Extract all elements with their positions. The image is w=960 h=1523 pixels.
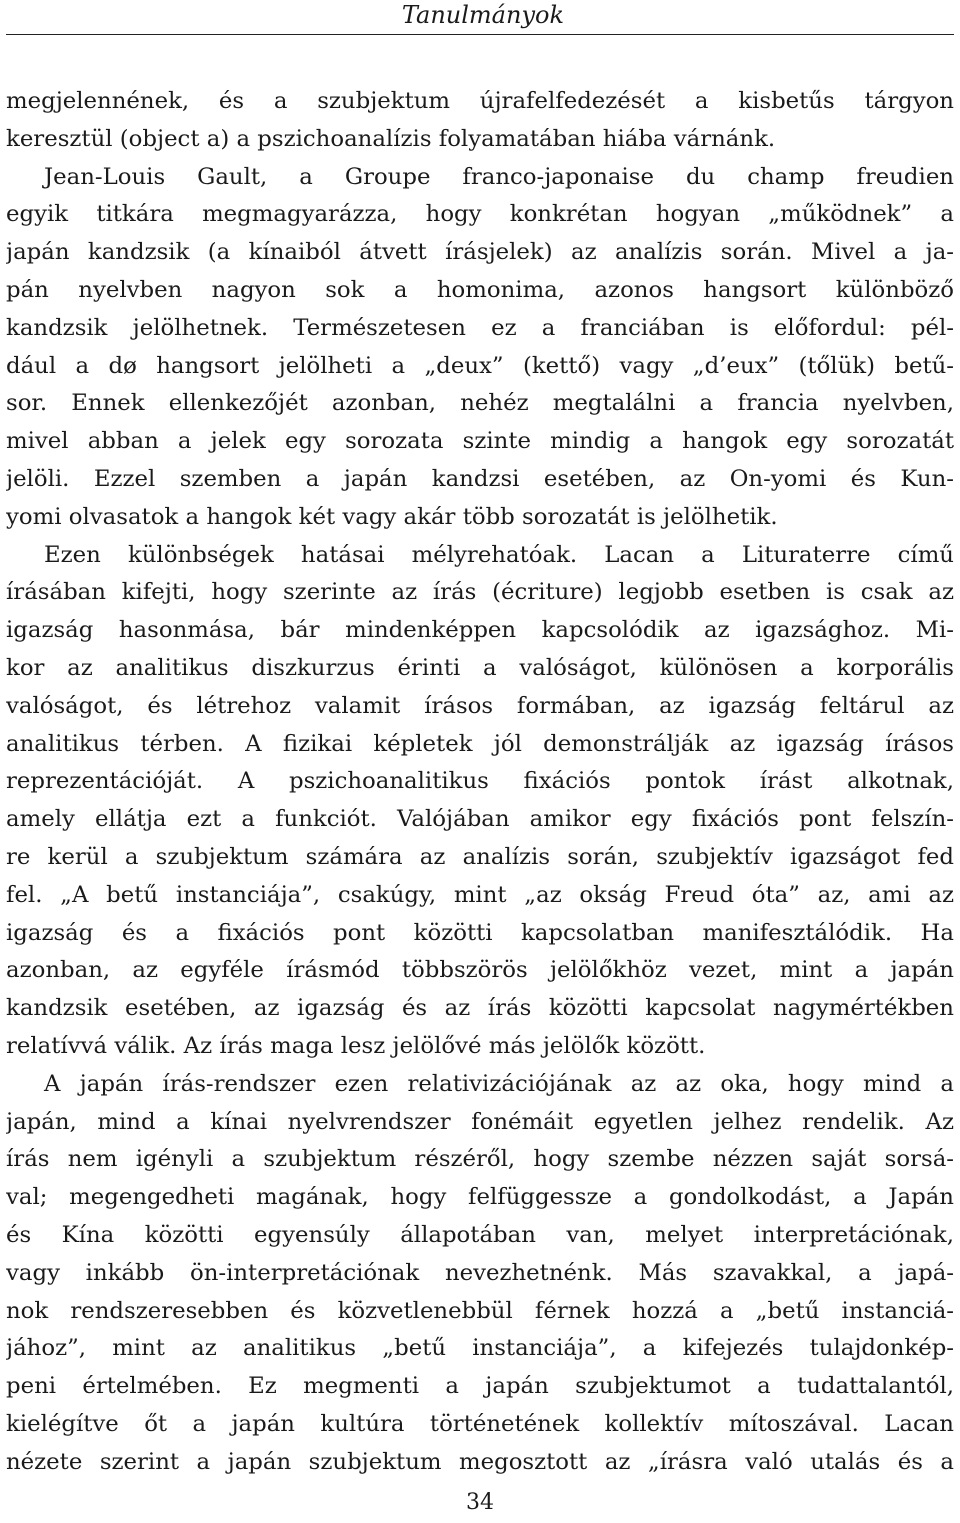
text-line: jához”, mint az analitikus „betű instanciája”, a kifejezés tulajdonkép-	[6, 1335, 954, 1362]
text-line: megjelennének, és a szubjektum újrafelfedezését a kisbetűs tárgyon	[6, 88, 954, 114]
text-line: nok rendszeresebben és közvetlenebbül férnek hozzá a „betű instanciá-	[6, 1297, 954, 1324]
text-line: azonban, az egyféle írásmód többszörös jelölőkhöz vezet, mint a japán	[6, 957, 954, 984]
text-line: re kerül a szubjektum számára az analízis során, szubjektív igazságot fed	[6, 843, 954, 870]
text-line: fel. „A betű instanciája”, csakúgy, mint „az okság Freud óta” az, ami az	[6, 881, 954, 908]
text-line: dául a dø hangsort jelölheti a „deux” (kettő) vagy „d’eux” (tőlük) betű-	[6, 352, 954, 379]
text-line: yomi olvasatok a hangok két vagy akár több sorozatát is jelölhetik.	[6, 503, 778, 530]
page-number: 34	[466, 1490, 494, 1515]
text-line: kielégítve őt a japán kultúra történetének kollektív mítoszával. Lacan	[6, 1410, 954, 1437]
text-line: igazság és a fixációs pont közötti kapcsolatban manifesztálódik. Ha	[6, 919, 954, 946]
text-line: peni értelmében. Ez megmenti a japán szubjektumot a tudattalantól,	[6, 1373, 954, 1400]
text-line: írásában kifejti, hogy szerinte az írás (écriture) legjobb esetben is csak az	[6, 579, 954, 606]
text-line: relatívvá válik. Az írás maga lesz jelölővé más jelölők között.	[6, 1032, 706, 1059]
text-line: reprezentációját. A pszichoanalitikus fixációs pontok írást alkotnak,	[6, 768, 954, 795]
text-line: A japán írás-rendszer ezen relativizációjának az az oka, hogy mind a	[44, 1070, 954, 1097]
text-line: Jean-Louis Gault, a Groupe franco-japonaise du champ freudien	[44, 163, 954, 190]
text-line: Ezen különbségek hatásai mélyrehatóak. Lacan a Lituraterre című	[44, 541, 954, 568]
text-line: keresztül (object a) a pszichoanalízis folyamatában hiába várnánk.	[6, 125, 776, 152]
text-line: val; megengedheti magának, hogy felfüggessze a gondolkodást, a Japán	[6, 1184, 954, 1211]
body-text	[6, 83, 954, 1481]
text-line: valóságot, és létrehoz valamit írásos formában, az igazság feltárul az	[6, 692, 954, 719]
text-line: kandzsik esetében, az igazság és az írás közötti kapcsolat nagymértékben	[6, 995, 954, 1022]
page-header	[0, 0, 960, 36]
running-head: Tanulmányok	[401, 1, 564, 29]
text-line: jelöli. Ezzel szemben a japán kandzsi esetében, az On-yomi és Kun-	[6, 465, 954, 492]
text-line: igazság hasonmása, bár mindenképpen kapcsolódik az igazsághoz. Mi-	[6, 617, 954, 644]
text-line: vagy inkább ön-interpretációnak nevezhetnénk. Más szavakkal, a japá-	[6, 1259, 954, 1286]
text-line: mivel abban a jelek egy sorozata szinte mindig a hangok egy sorozatát	[6, 428, 954, 455]
text-line: analitikus térben. A fizikai képletek jól demonstrálják az igazság írásos	[6, 730, 954, 757]
text-line: egyik titkára megmagyarázza, hogy konkrétan hogyan „működnek” a	[6, 201, 954, 228]
text-line: kandzsik jelölhetnek. Természetesen ez a franciában is előfordul: pél-	[6, 314, 954, 341]
text-line: nézete szerint a japán szubjektum megosztott az „írásra való utalás és a	[6, 1448, 954, 1475]
text-line: japán, mind a kínai nyelvrendszer fonémáit egyetlen jelhez rendelik. Az	[6, 1108, 954, 1135]
header-rule	[6, 34, 954, 35]
text-line: írás nem igényli a szubjektum részéről, hogy szembe nézzen saját sorsá-	[6, 1146, 954, 1173]
text-line: sor. Ennek ellenkezőjét azonban, nehéz megtalálni a francia nyelvben,	[6, 390, 954, 417]
text-line: és Kína közötti egyensúly állapotában van, melyet interpretációnak,	[6, 1221, 954, 1248]
text-line: japán kandzsik (a kínaiból átvett írásjelek) az analízis során. Mivel a ja-	[6, 239, 954, 266]
text-line: kor az analitikus diszkurzus érinti a valóságot, különösen a korporális	[6, 654, 954, 681]
text-line: amely ellátja ezt a funkciót. Valójában amikor egy fixációs pont felszín-	[6, 806, 954, 833]
text-line: pán nyelvben nagyon sok a homonima, azonos hangsort különböző	[6, 276, 954, 303]
